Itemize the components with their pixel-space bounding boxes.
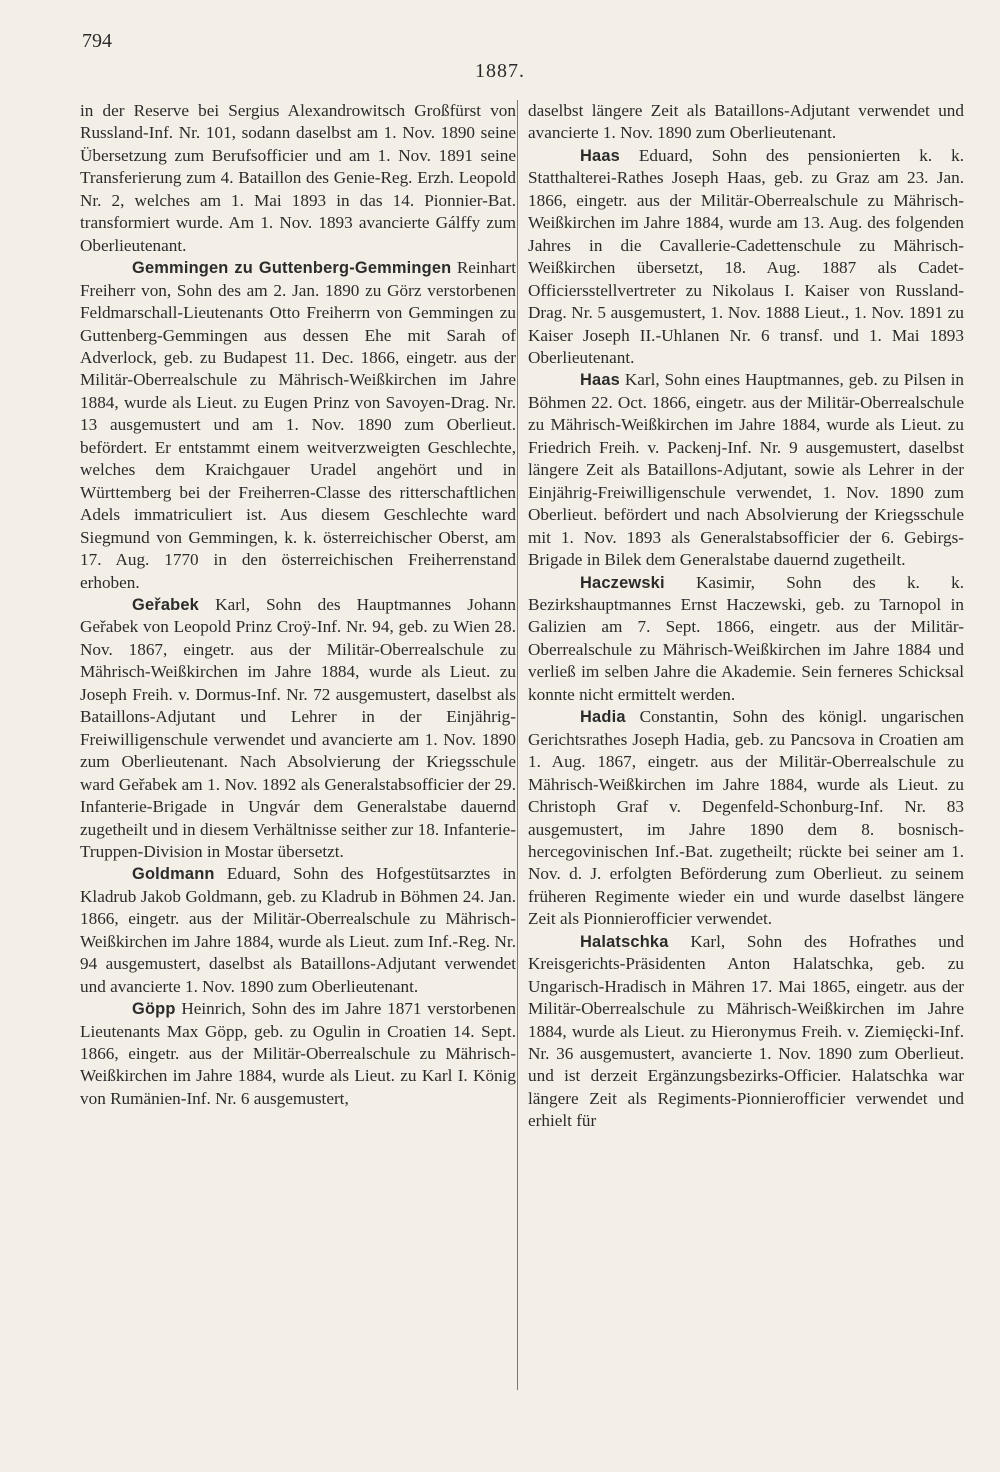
entry-text: Karl, Sohn eines Hauptmannes, geb. zu Pilsen in Böhmen 22. Oct. 1866, eingetr. aus der Militär-Oberrealschule zu Mährisch-Weißkirchen im Jahre 1884, wurde als Lieut. zu Friedrich Freih. v. Packenj-Inf. Nr. 9 ausgemustert, daselbst längere Zeit als Bataillons-Adjutant, sowie als Lehrer in der Einjährig-Freiwilligenschule verwendet, 1. Nov. 1890 zum Oberlieut. befördert und nach Absolvierung der Kriegsschule mit 1. Nov. 1893 als Generalstabsofficier der 6. Gebirgs-Brigade in Bilek dem Generalstabe dauernd zugetheilt. bbox=[528, 370, 964, 570]
entry-text: Eduard, Sohn des Hofgestütsarztes in Kladrub Jakob Goldmann, geb. zu Kladrub in Böhmen 24. Jan. 1866, eingetr. aus der Militär-Oberrealschule zu Mährisch-Weißkirchen im Jahre 1884, wurde als Lieut. zum Inf.-Reg. Nr. 94 ausgemustert, daselbst als Bataillons-Adjutant verwendet und avancierte 1. Nov. 1890 zum Oberlieutenant. bbox=[80, 864, 516, 996]
entry-haczewski bbox=[528, 572, 964, 707]
entry-gemmingen bbox=[80, 257, 516, 594]
column-divider bbox=[517, 100, 518, 1390]
page-header-year: 1887. bbox=[475, 60, 525, 82]
entry-name: Halatschka bbox=[580, 932, 669, 951]
right-column bbox=[528, 100, 964, 1133]
page-number: 794 bbox=[82, 30, 112, 52]
entry-gopp bbox=[80, 998, 516, 1110]
entry-name: Haas bbox=[580, 371, 620, 390]
entry-name: Gemmingen zu Guttenberg-Gemmingen bbox=[132, 259, 452, 278]
entry-text: Eduard, Sohn des pensionierten k. k. Statthalterei-Rathes Joseph Haas, geb. zu Graz am 23. Jan. 1866, eingetr. aus der Militär-Oberrealschule zu Mährisch-Weißkirchen im Jahre 1884, wurde am 13. Aug. des folgenden Jahres in die Cavallerie-Cadettenschule zu Mährisch-Weißkirchen übersetzt, 18. Aug. 1887 als Cadet-Officiersstellvertreter zu Nikolaus I. Kaiser von Russland-Drag. Nr. 5 ausgemustert, 1. Nov. 1888 Lieut., 1. Nov. 1891 zu Kaiser Joseph II.-Uhlanen Nr. 6 transf. und 1. Mai 1893 Oberlieutenant. bbox=[528, 145, 964, 367]
entry-gerabek bbox=[80, 594, 516, 863]
continuation-paragraph: in der Reserve bei Sergius Alexandrowitsch Großfürst von Russland-Inf. Nr. 101, sodann daselbst am 1. Nov. 1890 seine Übersetzung zum Berufsofficier und am 1. Nov. 1891 seine Transferierung zum 4. Bataillon des Genie-Reg. Erzh. Leopold Nr. 2, welches am 1. Mai 1893 in das 14. Pionnier-Bat. transformiert wurde. Am 1. Nov. 1893 avancierte Gálffy zum Oberlieutenant. bbox=[80, 101, 516, 255]
entry-text: Karl, Sohn des Hofrathes und Kreisgerichts-Präsidenten Anton Halatschka, geb. zu Ungarisch-Hradisch in Mähren 17. Mai 1865, eingetr. aus der Militär-Oberrealschule zu Mährisch-Weißkirchen im Jahre 1884, wurde als Lieut. zu Hieronymus Freih. v. Ziemięcki-Inf. Nr. 36 ausgemustert, avancierte 1. Nov. 1890 zum Oberlieut. und ist derzeit Ergänzungsbezirks-Officier. Halatschka war längere Zeit als Regiments-Pionnierofficier verwendet und erhielt für bbox=[528, 931, 964, 1131]
entry-halatschka bbox=[528, 931, 964, 1133]
continuation-paragraph: daselbst längere Zeit als Bataillons-Adjutant verwendet und avancierte 1. Nov. 1890 zum Oberlieutenant. bbox=[528, 101, 964, 143]
entry-text: Heinrich, Sohn des im Jahre 1871 verstorbenen Lieutenants Max Göpp, geb. zu Ogulin in Croatien 14. Sept. 1866, eingetr. aus der Militär-Oberrealschule zu Mährisch-Weißkirchen im Jahre 1884, wurde als Lieut. zu Karl I. König von Rumänien-Inf. Nr. 6 ausgemustert, bbox=[80, 999, 516, 1108]
entry-haas-eduard bbox=[528, 145, 964, 370]
entry-haas-karl bbox=[528, 369, 964, 571]
entry-text: Kasimir, Sohn des k. k. Bezirkshauptmannes Ernst Haczewski, geb. zu Tarnopol in Galizien am 7. Sept. 1866, eingetr. aus der Militär-Oberrealschule zu Mährisch-Weißkirchen im Jahre 1884 und verließ im selben Jahre die Akademie. Sein ferneres Schicksal konnte nicht ermittelt werden. bbox=[528, 572, 964, 704]
entry-name: Haas bbox=[580, 146, 620, 165]
entry-text: Constantin, Sohn des königl. ungarischen Gerichtsrathes Joseph Hadia, geb. zu Pancsova in Croatien am 1. Aug. 1867, eingetr. aus der Militär-Oberrealschule zu Mährisch-Weißkirchen im Jahre 1884, wurde als Lieut. zu Christoph Graf v. Degenfeld-Schonburg-Inf. Nr. 83 ausgemustert, im Jahre 1890 dem 8. bosnisch-hercegovinischen Inf.-Bat. zugetheilt; rückte bei seiner am 1. Nov. d. J. erfolgten Beförderung zum Oberlieut. zu seinem früheren Regimente wieder ein und wurde daselbst längere Zeit als Pionnierofficier verwendet. bbox=[528, 707, 964, 929]
entry-text: Reinhart Freiherr von, Sohn des am 2. Jan. 1890 zu Görz verstorbenen Feldmarschall-Lieutenants Otto Freiherrn von Gemmingen zu Guttenberg-Gemmingen aus dessen Ehe mit Sarah of Adverlock, geb. zu Budapest 11. Dec. 1866, eingetr. aus der Militär-Oberrealschule zu Mährisch-Weißkirchen im Jahre 1884, wurde als Lieut. zu Eugen Prinz von Savoyen-Drag. Nr. 13 ausgemustert und am 1. Nov. 1890 zum Oberlieut. befördert. Er entstammt einem weitverzweigten Geschlechte, welches dem Kraichgauer Uradel angehört und in Württemberg bei der Freiherren-Classe des ritterschaftlichen Adels immatriculiert ist. Aus diesem Geschlechte ward Siegmund von Gemmingen, k. k. österreichischer Oberst, am 17. Aug. 1770 in den österreichischen Freiherrenstand erhoben. bbox=[80, 258, 516, 592]
entry-name: Göpp bbox=[132, 1000, 176, 1019]
entry-text: Karl, Sohn des Hauptmannes Johann Geřabek von Leopold Prinz Croÿ-Inf. Nr. 94, geb. zu Wien 28. Nov. 1867, eingetr. aus der Militär-Oberrealschule zu Mährisch-Weißkirchen im Jahre 1884, wurde als Lieut. zu Joseph Freih. v. Dormus-Inf. Nr. 72 ausgemustert, daselbst als Bataillons-Adjutant und Lehrer in der Einjährig-Freiwilligenschule verwendet und avancierte am 1. Nov. 1890 zum Oberlieutenant. Nach Absolvierung der Kriegsschule ward Geřabek am 1. Nov. 1892 als Generalstabsofficier der 29. Infanterie-Brigade in Ungvár dem Generalstabe dauernd zugetheilt und in diesem Verhältnisse seither zur 18. Infanterie-Truppen-Division in Mostar übersetzt. bbox=[80, 594, 516, 861]
entry-name: Goldmann bbox=[132, 865, 215, 884]
entry-name: Haczewski bbox=[580, 573, 665, 592]
entry-name: Geřabek bbox=[132, 595, 200, 614]
left-column bbox=[80, 100, 516, 1110]
entry-goldmann bbox=[80, 863, 516, 998]
entry-name: Hadia bbox=[580, 708, 626, 727]
entry-hadia bbox=[528, 706, 964, 931]
